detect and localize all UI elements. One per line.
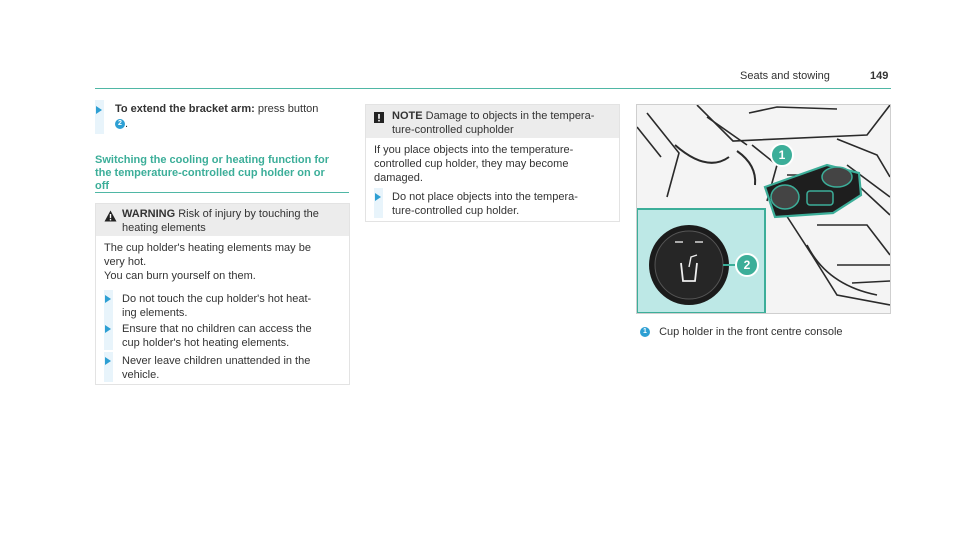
note-step-arrow-icon xyxy=(375,193,381,201)
figure-caption xyxy=(640,326,843,338)
running-header-title: Seats and stowing xyxy=(740,70,830,82)
note-header xyxy=(366,105,619,138)
warning-body-line3: You can burn yourself on them. xyxy=(104,270,256,282)
section-heading xyxy=(95,154,351,193)
note-label: NOTE xyxy=(392,110,423,122)
cup-holder-figure xyxy=(636,104,891,314)
note-title xyxy=(392,109,617,137)
warning-step-arrow-icon xyxy=(105,325,111,333)
note-body-line2: controlled cup holder, they may become xyxy=(374,158,569,170)
header-rule xyxy=(95,88,891,89)
warning-body-line2: very hot. xyxy=(104,256,147,268)
note-title-line1: Damage to objects in the tempera- xyxy=(425,110,595,122)
warning-step-3-line2: vehicle. xyxy=(122,369,160,381)
warning-step-1-line2: ing elements. xyxy=(122,307,188,319)
section-rule xyxy=(95,192,349,193)
warning-title-line1: Risk of injury by touching the xyxy=(178,208,319,220)
section-heading-line1: Switching the cooling or heating function for xyxy=(95,154,330,166)
note-body-line3: damaged. xyxy=(374,172,423,184)
step-extend-tail: . xyxy=(125,118,129,130)
step-arrow-icon xyxy=(96,106,102,114)
step-extend-rest: press button xyxy=(254,103,319,115)
warning-title-line2: heating elements xyxy=(122,222,206,234)
caption-callout-1-icon: 1 xyxy=(640,327,650,337)
console-illustration xyxy=(637,105,890,313)
section-heading-line3: off xyxy=(95,180,110,192)
note-body-line1: If you place objects into the temperature- xyxy=(374,144,574,156)
warning-body xyxy=(104,241,344,283)
figure-callout-2-icon: 2 xyxy=(735,253,759,277)
warning-step-3-line1: Never leave children unattended in the xyxy=(122,355,311,367)
warning-step-1 xyxy=(122,292,347,320)
note-body xyxy=(374,143,614,185)
figure-callout-1-icon: 1 xyxy=(770,143,794,167)
note-step-line1: Do not place objects into the tempera- xyxy=(392,191,578,203)
exclamation-icon xyxy=(374,112,384,123)
step-extend-bold: To extend the bracket arm: xyxy=(115,103,255,115)
warning-step-arrow-icon xyxy=(105,295,111,303)
page-number: 149 xyxy=(870,70,889,82)
step-extend-line1 xyxy=(115,102,355,116)
warning-label: WARNING xyxy=(122,208,176,220)
warning-step-2-line2: cup holder's hot heating elements. xyxy=(122,337,290,349)
note-step-line2: ture-controlled cup holder. xyxy=(392,205,520,217)
warning-body-line1: The cup holder's heating elements may be xyxy=(104,242,311,254)
warning-title xyxy=(122,207,347,235)
warning-header xyxy=(96,204,349,236)
warning-step-2-line1: Ensure that no children can access the xyxy=(122,323,312,335)
warning-step-2 xyxy=(122,322,347,350)
note-step xyxy=(392,190,617,218)
section-heading-line2: the temperature-controlled cup holder on or xyxy=(95,167,325,179)
callout-2-icon: 2 xyxy=(115,119,125,129)
warning-box xyxy=(95,203,350,385)
warning-triangle-icon xyxy=(104,210,117,222)
warning-step-1-line1: Do not touch the cup holder's hot heat- xyxy=(122,293,312,305)
note-box xyxy=(365,104,620,222)
warning-step-3 xyxy=(122,354,347,382)
warning-step-arrow-icon xyxy=(105,357,111,365)
caption-text: Cup holder in the front centre console xyxy=(659,326,843,338)
step-extend-line2 xyxy=(115,117,128,131)
note-title-line2: ture-controlled cupholder xyxy=(392,124,514,136)
